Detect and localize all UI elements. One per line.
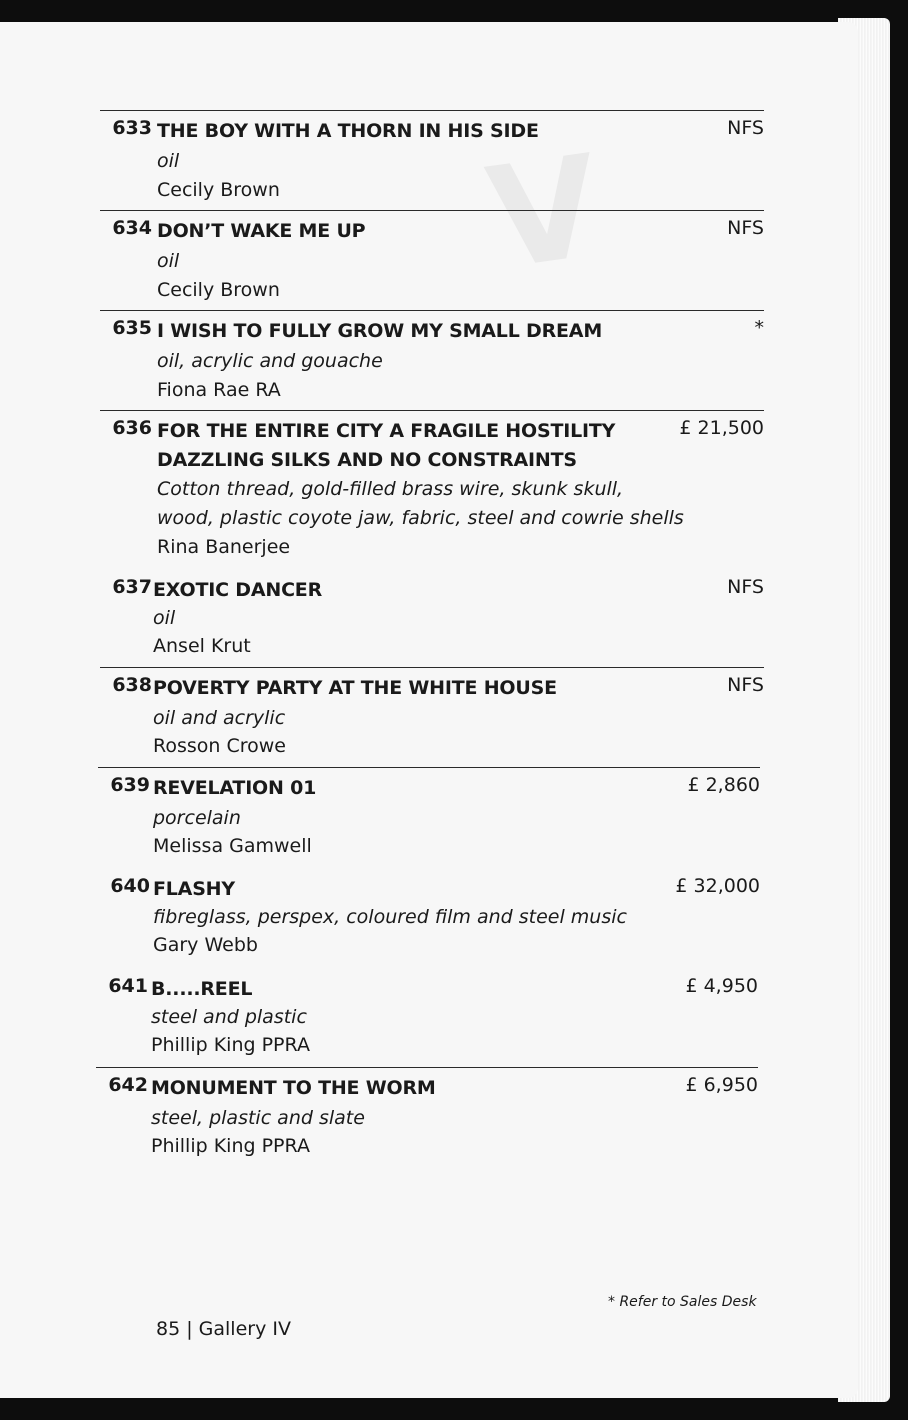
entry-title-line-1: FOR THE ENTIRE CITY A FRAGILE HOSTILITY — [157, 420, 616, 442]
catalogue-entry-633 — [100, 110, 764, 211]
page-footer: 85 | Gallery IV — [156, 1318, 291, 1340]
entry-artist: Rina Banerjee — [157, 536, 291, 558]
entry-price: NFS — [727, 217, 764, 239]
entry-price: NFS — [727, 576, 764, 598]
entry-price: £ 4,950 — [685, 975, 758, 997]
entry-medium: steel, plastic and slate — [151, 1107, 365, 1129]
entry-number: 636 — [112, 417, 152, 439]
entry-number: 638 — [112, 674, 152, 696]
catalogue-entry-637 — [100, 568, 764, 668]
show-through-letter: V — [479, 125, 610, 302]
entry-artist: Phillip King PPRA — [151, 1034, 310, 1056]
entry-medium: oil and acrylic — [153, 707, 286, 729]
entry-number: 634 — [112, 217, 152, 239]
catalogue-entry-639 — [98, 767, 760, 868]
entry-number: 633 — [112, 117, 152, 139]
catalogue-entry-638 — [100, 667, 764, 768]
entry-price: * — [754, 317, 764, 339]
entry-price: £ 6,950 — [685, 1074, 758, 1096]
entry-number: 642 — [108, 1074, 148, 1096]
entry-artist: Ansel Krut — [153, 635, 251, 657]
entry-title: POVERTY PARTY AT THE WHITE HOUSE — [153, 677, 557, 699]
entry-medium: steel and plastic — [151, 1006, 307, 1028]
entry-medium: oil, acrylic and gouache — [157, 350, 383, 372]
entry-artist: Rosson Crowe — [153, 735, 286, 757]
entry-artist: Gary Webb — [153, 934, 258, 956]
entry-number: 641 — [108, 975, 148, 997]
entry-title: B.....REEL — [151, 978, 253, 1000]
entry-title: MONUMENT TO THE WORM — [151, 1077, 436, 1099]
catalogue-entry-642 — [96, 1067, 758, 1168]
entry-title-line-2: DAZZLING SILKS AND NO CONSTRAINTS — [157, 449, 577, 471]
catalogue-entry-641 — [96, 967, 758, 1067]
catalogue-entry-635 — [100, 310, 764, 411]
entry-artist: Fiona Rae RA — [157, 379, 281, 401]
entry-artist: Phillip King PPRA — [151, 1135, 310, 1157]
entry-medium: porcelain — [153, 807, 241, 829]
entry-medium-line-2: wood, plastic coyote jaw, fabric, steel and cowrie shells — [157, 507, 684, 529]
catalogue-entry-640 — [98, 867, 760, 967]
entry-title: REVELATION 01 — [153, 777, 317, 799]
catalogue-entry-636 — [100, 410, 764, 569]
entry-artist: Cecily Brown — [157, 179, 280, 201]
entry-price: NFS — [727, 117, 764, 139]
catalogue-entry-634 — [100, 210, 764, 311]
entry-price: £ 32,000 — [675, 875, 760, 897]
entry-title: DON’T WAKE ME UP — [157, 220, 366, 242]
sales-desk-footnote: * Refer to Sales Desk — [608, 1294, 757, 1310]
entry-price: £ 21,500 — [679, 417, 764, 439]
entry-number: 635 — [112, 317, 152, 339]
entry-medium-line-1: Cotton thread, gold-filled brass wire, skunk skull, — [157, 478, 624, 500]
entry-price: £ 2,860 — [687, 774, 760, 796]
entry-medium: oil — [157, 250, 180, 272]
entry-artist: Cecily Brown — [157, 279, 280, 301]
entry-number: 637 — [112, 576, 152, 598]
entry-artist: Melissa Gamwell — [153, 835, 312, 857]
entry-price: NFS — [727, 674, 764, 696]
entry-number: 639 — [110, 774, 150, 796]
entry-title: EXOTIC DANCER — [153, 579, 323, 601]
entry-medium: fibreglass, perspex, coloured film and steel music — [153, 906, 627, 928]
entry-medium: oil — [157, 150, 180, 172]
entry-medium: oil — [153, 607, 176, 629]
entry-title: FLASHY — [153, 878, 235, 900]
entry-title: I WISH TO FULLY GROW MY SMALL DREAM — [157, 320, 603, 342]
entry-number: 640 — [110, 875, 150, 897]
entry-title: THE BOY WITH A THORN IN HIS SIDE — [157, 120, 539, 142]
